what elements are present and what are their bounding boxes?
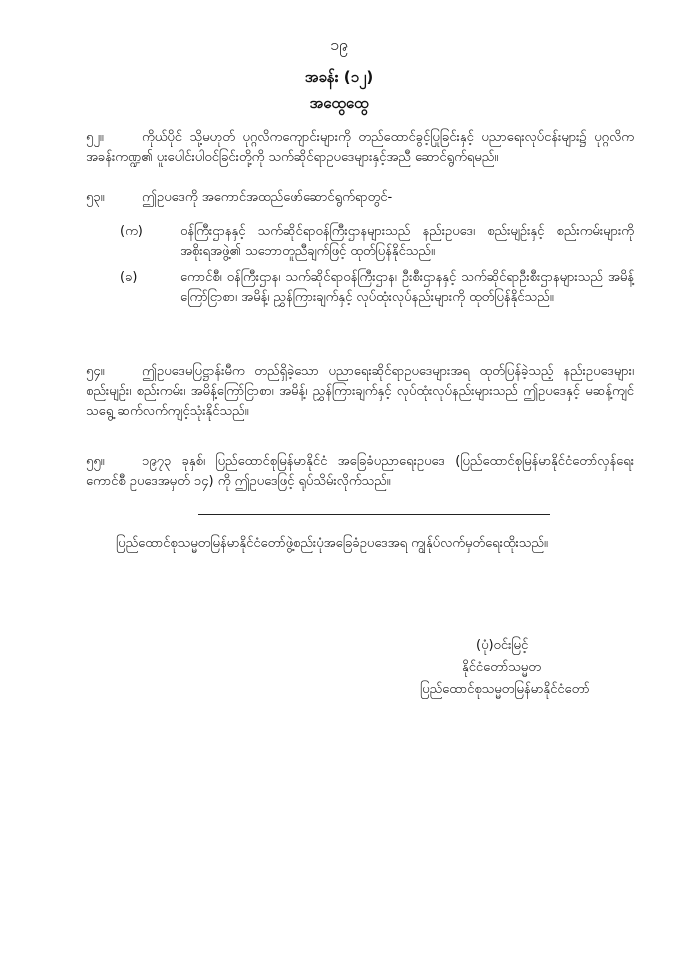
sub-item-ka xyxy=(120,222,634,262)
chapter-title: အထွေထွေ xyxy=(309,94,369,112)
sub-item-text: ဝန်ကြီးဌာနနှင့် သက်ဆိုင်ရာဝန်ကြီးဌာနများသည် နည်းဥပဒေ၊ စည်းမျဉ်းနှင့် စည်းကမ်းများကို အစိုးရအဖွဲ့၏ သဘောတူညီချက်ဖြင့် ထုတ်ပြန်နိုင်သည်။ xyxy=(180,224,634,259)
sub-item-label: (က) xyxy=(120,224,143,239)
section-text: ၁၉၇၃ ခုနှစ်၊ ပြည်ထောင်စုမြန်မာနိုင်ငံ အခြေခံပညာရေးဥပဒေ (ပြည်ထောင်စုမြန်မာနိုင်ငံတော်လှန်ရေးကောင်စီ ဥပဒေအမှတ် ၁၄) ကို ဤဥပဒေဖြင့် ရုပ်သိမ်းလိုက်သည်။ xyxy=(86,454,634,489)
section-number: ၅၄။ xyxy=(86,364,105,379)
section-number: ၅၃။ xyxy=(86,190,105,205)
section-54 xyxy=(86,362,634,422)
signatory-country: ပြည်ထောင်စုသမ္မတမြန်မာနိုင်ငံတော် xyxy=(420,682,590,697)
section-text: ကိုယ်ပိုင် သို့မဟုတ် ပုဂ္ဂလိကကျောင်းများကို တည်ထောင်ခွင့်ပြုခြင်းနှင့် ပညာရေးလုပ်ငန်းများ၌ ပုဂ္ဂလိကအခန်းကဏ္ဍ၏ ပူးပေါင်းပါဝင်ခြင်းတို့ကို သက်ဆိုင်ရာဥပဒေများနှင့်အညီ ဆောင်ရွက်ရမည်။ xyxy=(86,130,634,165)
section-number: ၅၂။ xyxy=(86,130,104,145)
chapter-number: အခန်း (၁၂) xyxy=(304,68,374,86)
section-55 xyxy=(86,452,634,492)
signing-statement: ပြည်ထောင်စုသမ္မတမြန်မာနိုင်ငံတော်ဖွဲ့စည်းပုံအခြေခံဥပဒေအရ ကျွန်ုပ်လက်မှတ်ရေးထိုးသည်။ xyxy=(116,536,548,551)
sub-item-label: (ခ) xyxy=(120,270,138,285)
sub-item-kha xyxy=(120,268,634,308)
page-number: ၁၉ xyxy=(330,35,348,54)
divider-line xyxy=(198,514,550,515)
section-text: ဤဥပဒေကို အကောင်အထည်ဖော်ဆောင်ရွက်ရာတွင်- xyxy=(142,190,393,205)
signatory-title: နိုင်ငံတော်သမ္မတ xyxy=(462,660,541,675)
signatory-name: (ပုံ)ဝင်းမြင့် xyxy=(476,638,529,653)
section-52 xyxy=(86,128,634,168)
sub-item-text: ကောင်စီ၊ ဝန်ကြီးဌာန၊ သက်ဆိုင်ရာဝန်ကြီးဌာန၊ ဦးစီးဌာနနှင့် သက်ဆိုင်ရာဦးစီးဌာနများသည် အမိန့်ကြော်ငြာစာ၊ အမိန့်၊ ညွှန်ကြားချက်နှင့် လုပ်ထုံးလုပ်နည်းများကို ထုတ်ပြန်နိုင်သည်။ xyxy=(180,270,634,305)
section-number: ၅၅။ xyxy=(86,454,105,469)
section-text: ဤဥပဒေမပြဋ္ဌာန်းမီက တည်ရှိခဲ့သော ပညာရေးဆိုင်ရာဥပဒေများအရ ထုတ်ပြန်ခဲ့သည့် နည်းဥပဒေများ၊ စည်းမျဉ်း၊ စည်းကမ်း၊ အမိန့်ကြော်ငြာစာ၊ အမိန့်၊ ညွှန်ကြားချက်နှင့် လုပ်ထုံးလုပ်နည်းများသည် ဤဥပဒေနှင့် မဆန့်ကျင်သရွေ့ ဆက်လက်ကျင့်သုံးနိုင်သည်။ xyxy=(86,364,634,419)
section-53 xyxy=(86,188,634,208)
